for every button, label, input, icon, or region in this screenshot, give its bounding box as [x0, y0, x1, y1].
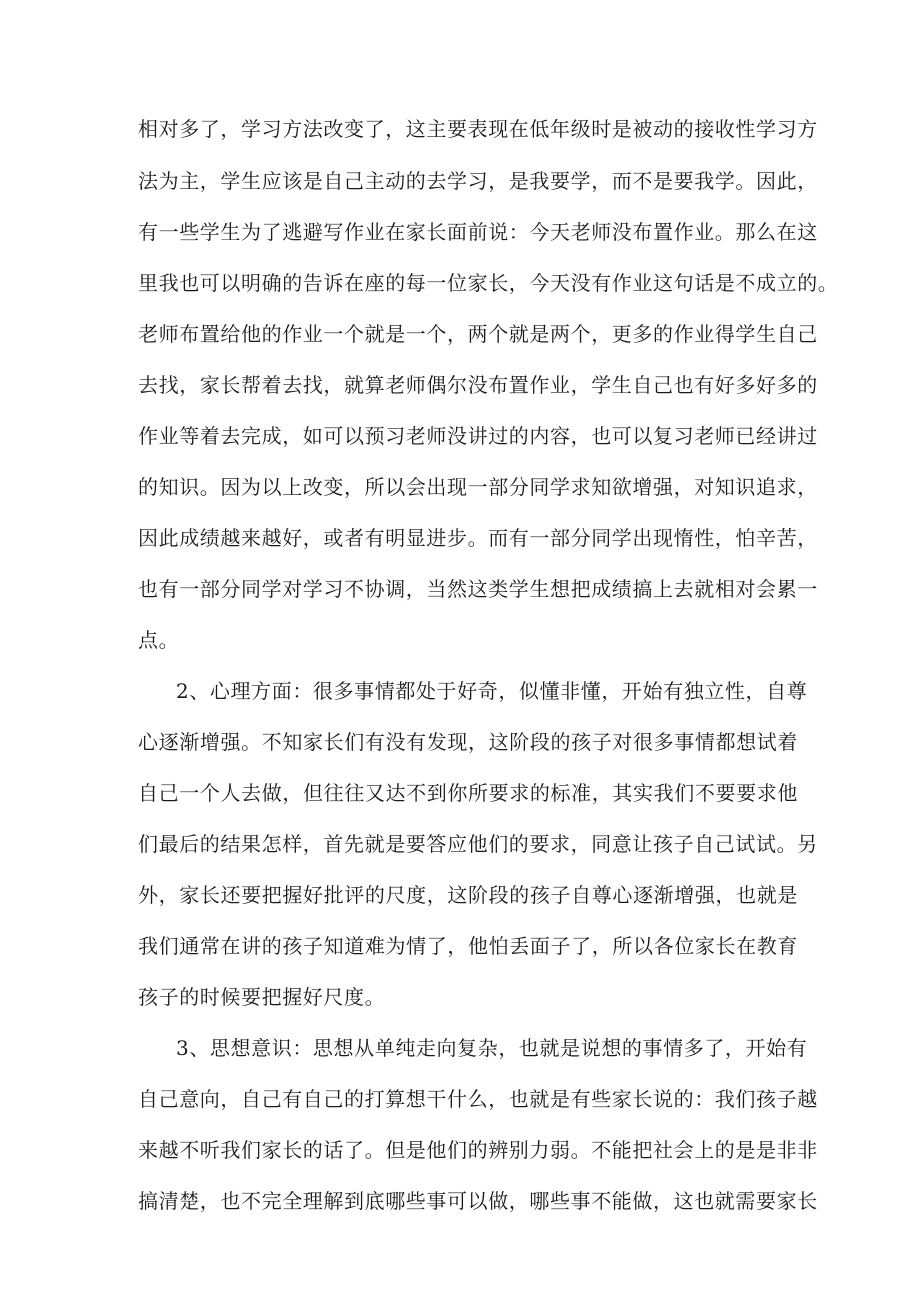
text-line: 外，家长还要把握好批评的尺度，这阶段的孩子自尊心逐渐增强，也就是: [138, 883, 798, 907]
text-line: 搞清楚，也不完全理解到底哪些事可以做，哪些事不能做，这也就需要家长: [138, 1189, 818, 1213]
text-line: 2、心理方面：很多事情都处于好奇，似懂非懂，开始有独立性，自尊: [176, 679, 808, 703]
text-line: 有一些学生为了逃避写作业在家长面前说：今天老师没布置作业。那么在这: [138, 220, 818, 244]
text-line: 作业等着去完成，如可以预习老师没讲过的内容，也可以复习老师已经讲过: [138, 424, 818, 448]
text-line: 相对多了，学习方法改变了，这主要表现在低年级时是被动的接收性学习方: [138, 117, 818, 141]
text-line: 心逐渐增强。不知家长们有没有发现，这阶段的孩子对很多事情都想试着: [138, 730, 798, 754]
text-line: 老师布置给他的作业一个就是一个，两个就是两个，更多的作业得学生自己: [138, 322, 818, 346]
text-line: 我们通常在讲的孩子知道难为情了，他怕丢面子了，所以各位家长在教育: [138, 934, 798, 958]
text-line: 去找，家长帮着去找，就算老师偶尔没布置作业，学生自己也有好多好多的: [138, 373, 818, 397]
text-line: 3、思想意识：思想从单纯走向复杂，也就是说想的事情多了，开始有: [176, 1036, 808, 1060]
text-line: 来越不听我们家长的话了。但是他们的辨别力弱。不能把社会上的是是非非: [138, 1138, 818, 1162]
text-line: 因此成绩越来越好，或者有明显进步。而有一部分同学出现惰性，怕辛苦，: [138, 526, 818, 550]
text-line: 自己一个人去做，但往往又达不到你所要求的标准，其实我们不要要求他: [138, 781, 798, 805]
text-line: 法为主，学生应该是自己主动的去学习，是我要学，而不是要我学。因此，: [138, 169, 818, 193]
text-line: 点。: [138, 628, 180, 652]
text-line: 们最后的结果怎样，首先就是要答应他们的要求，同意让孩子自己试试。另: [138, 832, 818, 856]
text-line: 孩子的时候要把握好尺度。: [138, 985, 386, 1009]
text-line: 的知识。因为以上改变，所以会出现一部分同学求知欲增强，对知识追求，: [138, 475, 818, 499]
text-line: 里我也可以明确的告诉在座的每一位家长，今天没有作业这句话是不成立的。: [138, 271, 839, 295]
text-line: 也有一部分同学对学习不协调，当然这类学生想把成绩搞上去就相对会累一: [138, 577, 818, 601]
text-line: 自己意向，自己有自己的打算想干什么，也就是有些家长说的：我们孩子越: [138, 1087, 818, 1111]
